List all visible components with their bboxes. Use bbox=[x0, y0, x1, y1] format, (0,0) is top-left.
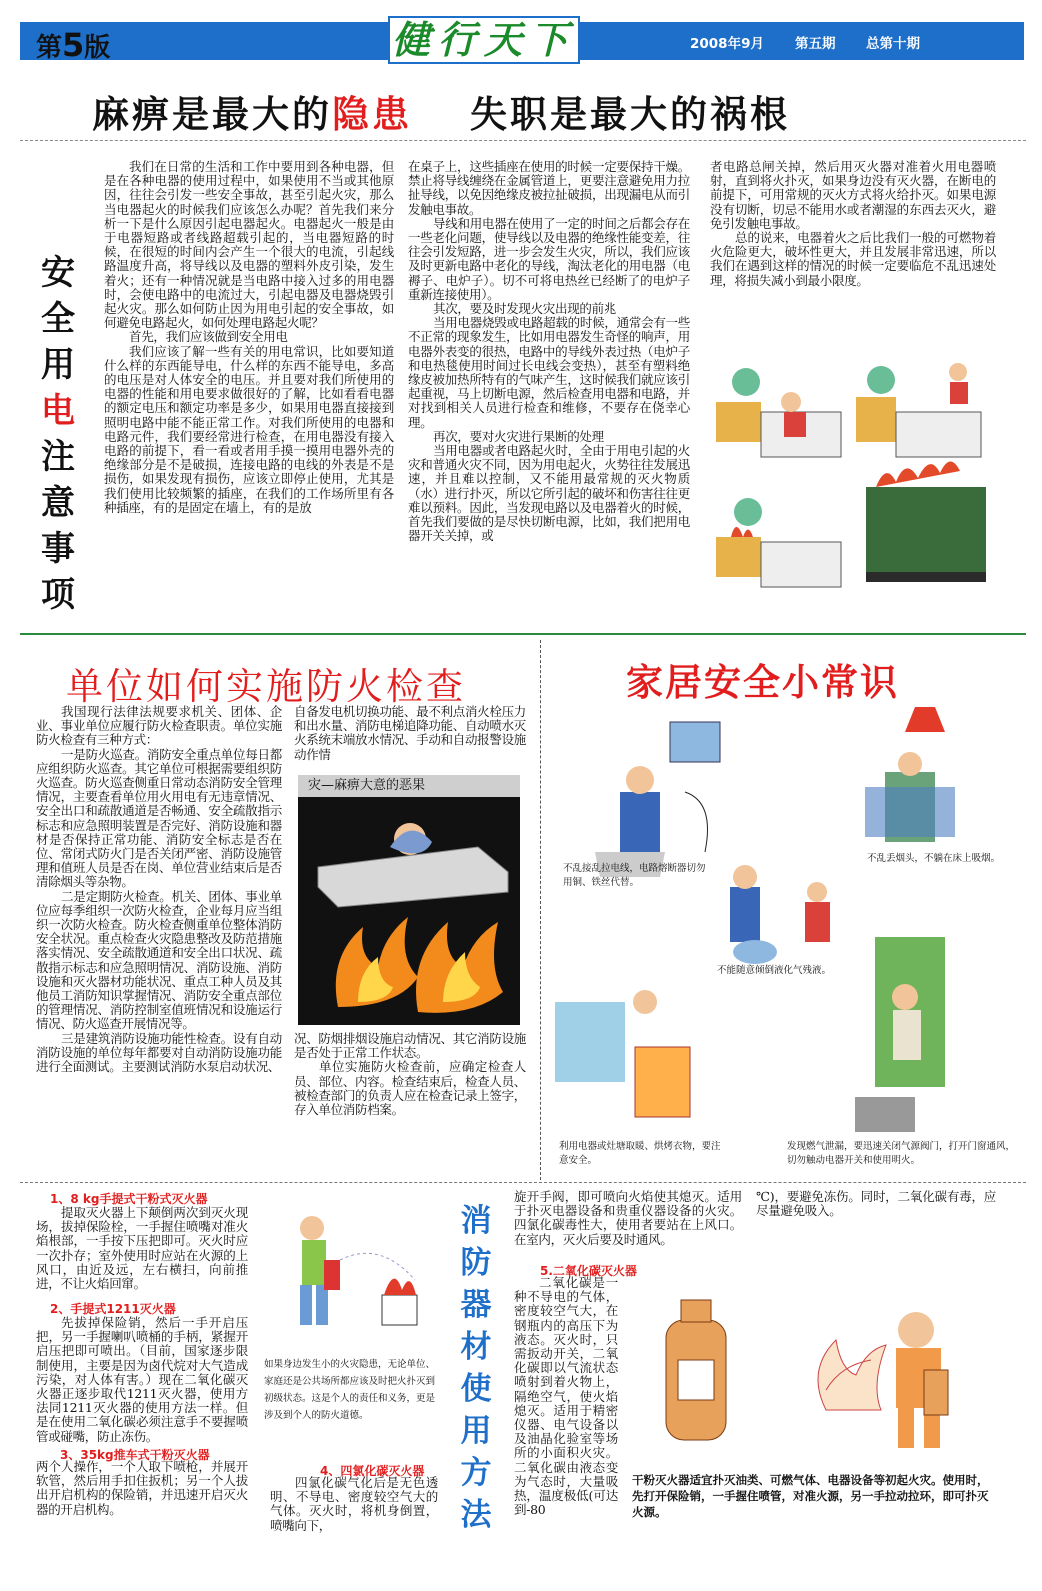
headline-text-2: 失职是最大的祸根 bbox=[470, 93, 790, 136]
scene-gas-leak bbox=[855, 937, 945, 1132]
home-caption-5: 发现燃气泄漏，要迅速关闭气源阀门，打开门窗通风，切勿触动电器开关和使用明火。 bbox=[787, 1141, 1016, 1166]
extinguisher-text-6: ℃)，要避免冻伤。同时，二氧化碳有毒，应尽量避免吸入。 bbox=[756, 1190, 996, 1219]
extinguisher-text-5: 二氧化碳是一种不导电的气体，密度较空气大，在钢瓶内的高压下为液态。灭火时，只需扳动开关，二氧化碳即以气流状态喷射到着火物上，隔绝空气，使火焰熄灭。适用于精密仪器、电气设备以及油晶化验室等场所的小面积火灾。二氧化碳由液态变为气态时，大量吸热，温度极低(可达到-80 bbox=[514, 1276, 618, 1518]
panel-4 bbox=[866, 461, 986, 582]
home-safety-title: 家居安全小常识 bbox=[626, 661, 899, 704]
extinguisher-use-illustration bbox=[262, 1200, 442, 1350]
extinguisher-heading-1: 1、8 kg手提式干粉式灭火器 bbox=[50, 1192, 208, 1206]
scene-heater bbox=[555, 990, 690, 1117]
fire-warning-image bbox=[298, 775, 520, 1025]
edition-label: 第5版 bbox=[36, 26, 111, 64]
safety-column-3: 者电路总闸关掉，然后用灭火器对准着火用电器喷射，直到将火扑灭，如果身边没有灭火器，在断电的前提下，可用常规的灭火方式将火给扑灭。如果电源没有切断，切忌不能用水或者潮湿的东西去灭火，避免引发触电事故。 总的说来，电器着火之后比我们一般的可燃物着火危险更大，破坏性更大，并且发展非常迅速，所以我们在遇到这样的情况的时候一定要临危不乱迅速处理，将损失减小到最小限度。 bbox=[710, 160, 996, 288]
home-safety-illustration bbox=[555, 702, 1025, 1177]
home-caption-3: 不能随意倾倒液化气残液。 bbox=[717, 965, 832, 976]
extinguisher-heading-5: 5.二氧化碳灭火器 bbox=[540, 1264, 637, 1278]
scene-gas-cylinder bbox=[730, 865, 830, 964]
panel-3 bbox=[716, 498, 841, 587]
extinguisher-text-4b: 旋开手阀，即可喷向火焰使其熄灭。适用于扑灭电器设备和贵重仪器设备的火灾。四氯化碳毒性大，使用者要站在上风口。在室内，灭火后要及时通风。 bbox=[514, 1190, 742, 1247]
home-caption-1: 不乱接乱拉电线，电路熔断器切勿用铜、铁丝代替。 bbox=[563, 863, 706, 888]
panel-1 bbox=[706, 352, 846, 472]
inspection-column-2-bottom: 况、防烟排烟设施启动情况、其它消防设施是否处于正常工作状态。 单位实施防火检查前，应确定检查人员、部位、内容。检查结束后，检查人员、被检查部门的负责人应在检查记录上签字，存入单位消防档案。 bbox=[294, 1032, 526, 1118]
home-caption-4: 利用电器或灶塘取暖、烘烤衣物，要注意安全。 bbox=[559, 1141, 721, 1166]
home-caption-2: 不乱丢烟头，不躺在床上吸烟。 bbox=[867, 853, 1001, 864]
page-headline bbox=[92, 84, 972, 138]
scene-smoking bbox=[865, 707, 955, 842]
dry-powder-caption: 干粉灭火器适宜扑灭油类、可燃气体、电器设备等初起火灾。使用时，先打开保险销，一手握住喷管，对准火源，另一手拉动拉环，即可扑灭火源。 bbox=[632, 1473, 989, 1519]
scene-wiring bbox=[595, 722, 720, 877]
extinguisher-use-caption: 如果身边发生小的火灾隐患，无论单位、家庭还是公共场所都应该及时把火扑灭到初级状态。这是个人的责任和义务，更是涉及到个人的防火道德。 bbox=[264, 1359, 436, 1421]
section-divider bbox=[20, 633, 1026, 635]
bottom-rule bbox=[20, 1182, 1026, 1183]
extinguisher-text-2: 先拔掉保险销，然后一手开启压把，另一手握喇叭喷桶的手柄，紧握开启压把即可喷出。（目前，国家逐步限制使用，主要是因为卤代烷对大气造成污染，对人体有害。）现在二氧化碳灭火器正逐步取代1211灭火器，使用方法同1211灭火器的使用方法一样。但是在使用二氧化碳必须注意手不要握喷管或碰嘴，防止冻伤。 bbox=[36, 1316, 248, 1444]
dry-powder-illustration bbox=[626, 1290, 1016, 1470]
column-divider bbox=[540, 640, 541, 1180]
inspection-title: 单位如何实施防火检查 bbox=[66, 665, 466, 708]
extinguisher-heading-2: 2、手提式1211灭火器 bbox=[50, 1302, 176, 1316]
panel-2 bbox=[856, 363, 981, 457]
extinguisher-text-4: 四氯化碳气化后是无色透明、不导电、密度较空气大的气体。灭火时，将机身倒置，喷嘴向下， bbox=[270, 1476, 438, 1533]
extinguisher-heading-3: 3、35kg推车式干粉灭火器 bbox=[60, 1448, 210, 1462]
headline-highlight: 隐患 bbox=[332, 93, 412, 136]
brand-logo: 健行天下 bbox=[388, 16, 580, 64]
headline-text-1: 麻痹是最大的 bbox=[92, 93, 332, 136]
inspection-column-2-top: 自备发电机切换功能、最不利点消火栓压力和出水量、消防电梯追降功能、自动喷水灭火系统末端放水情况、手动和自动报警设施动作情 bbox=[294, 705, 526, 762]
extinguisher-heading-4: 4、四氯化碳灭火器 bbox=[320, 1464, 425, 1478]
issue-date: 2008年9月 bbox=[690, 36, 764, 52]
fire-warning-caption: 灾—麻痹大意的恶果 bbox=[298, 775, 520, 797]
safety-column-1: 我们在日常的生活和工作中要用到各种电器，但是在各种电器的使用过程中，如果使用不当或其他原因，往往会引发一些安全事故，甚至引起火灾，那么当电器起火的时候我们应该怎么办呢？首先我们来分析一下是什么原因引起电器起火。电器起火一般是由于电器短路或者线路超载引起的，当电器短路的时候，在很短的时间内会产生一个很大的电流，引起线路温度升高，将导线以及电器的塑料外皮引染，发生着火；还有一种情况就是当电路中接入过多的用电器时，会使电路中的电流过大，引起电器及电器烧毁引起火灾。那么如何防止因为用电引起的安全事故，如何避免电路起火，如何处理电路起火呢？ 首先，我们应该做到安全用电 我们应该了解一些有关的用电常识，比如要知道什么样的东西能导电，什么样的东西不能导电，多高的电压是对人体安全的电压。并且要对我们所使用的电器的性能和用电要求做很好的了解，比如看看电器的额定电压和额定功率是多少，如果用电器直接接到照明电路中能不能正常工作。对我们所使用的电器和电路元件，我们要经常进行检查，在用电器没有接入电路的前提下，看一看或者用手摸一摸用电器外壳的 绝缘部分是不是破损，连接电路的电线的外表是不是损伤，如果发现有损伤，应该立即停止使用，尤其是我们使用比较频繁的插座，在我们的工作场所里有各种插座，有的是固定在墙上，有的是放 bbox=[104, 160, 394, 515]
safety-vertical-title: 安 全 用 电 注 意 事 项 bbox=[41, 253, 75, 615]
equipment-vertical-title: 消 防 器 材 使 用 方 法 bbox=[460, 1203, 492, 1533]
electric-fire-illustration bbox=[696, 342, 1008, 614]
inspection-column-1: 我国现行法律法规要求机关、团体、企业、事业单位应履行防火检查职责。单位实施防火检查有三种方式： 一是防火巡查。消防安全重点单位每日都应组织防火巡查。其它单位可根据需要组织防火巡查。防火巡查侧重日常动态消防安全管理情况，主要查看单位用火用电有无违章情况、安全出口和疏散通道是否畅通、安全疏散指示标志和应急照明装置是否完好、消防设施和器材是否保持正常功能、消防安全标志是否在位、常闭式防火门是否关闭严密、消防设施管理和值班人员是否在岗、单位营业结束后是否清除烟头等杂物。 二是定期防火检查。机关、团体、事业单位应每季组织一次防火检查，企业每月应当组织一次防火检查。防火检查侧重单位整体消防安全状况。重点检查火灾隐患整改及防范措施落实情况、安全疏散通道和安全出口状况、疏散指示标志和应急照明情况、消防设施、消防设施和灭火器材功能状况、重点工种人员及其他员工消防知识掌握情况、消防安全重点部位的管理情况、消防控制室值班情况和设施运行情况、防火巡查开展情况等。 三是建筑消防设施功能性检查。设有自动消防设施的单位每年都要对自动消防设施功能进行全面测试。主要测试消防水泵启动状况、 bbox=[36, 705, 282, 1075]
issue-total: 总第十期 bbox=[866, 36, 920, 52]
issue-number: 第五期 bbox=[795, 36, 836, 52]
extinguisher-text-1: 提取灭火器上下颠倒两次到灭火现场，拔掉保险栓，一手握住喷嘴对准火焰根部，一手按下压把即可。灭火时应一次扑存；室外使用时应站在火源的上风口，由近及远，左右横扫，向前推进，不让火焰回窜。 bbox=[36, 1206, 248, 1292]
extinguisher-text-3: 两个人操作，一个人取下喷枪，并展开软管，然后用手扣住扳机；另一个人拔出开启机构的保险销，并迅速开启灭火器的开启机构。 bbox=[36, 1460, 248, 1517]
headline-rule bbox=[20, 140, 1026, 141]
safety-column-2: 在桌子上，这些插座在使用的时候一定要保持干燥。禁止将导线缠绕在金属管道上，更要注意避免用力拉扯导线，以免因绝缘皮被拉扯破损，出现漏电从而引发触电事故。 导线和用电器在使用了一定的时间之后都会存在一些老化问题，使导线以及电器的绝缘性能变差，往往会引发短路，进一步会发生火灾，所以，我们应该及时更新电路中老化的导线，淘汰老化的用电器（电褥子、电炉子）。切不可将电热丝已经断了的电炉子重新连接使用）。 其次，要及时发现火灾出现的前兆 当用电器烧毁或电路超载的时候，通常会有一些不正常的现象发生，比如用电器发生奇怪的响声，用电器外表变的很热，电路中的导线外表过热（电炉子和电热毯使用时间过长电线会变热），甚至有塑料绝缘皮被加热所特有的气味产生，这时候我们就应该引起重视，马上切断电源，然后检查用电器和电路，并对找到相关人员进行检查和维修，不要存在侥幸心理。 再次，要对火灾进行果断的处理 当用电器或者电路起火时，全由于用电引起的火灾和普通火灾不同，因为用电起火，火势往往发展迅速，并且难以控制，又不能用最常规的灭火物质（水）进行扑灭，所以它所引起的破坏和伤害往往更难以预料。因此，当发现电路以及电器着火的时候，首先我们要做的是尽快切断电源，比如，我们把用电器开关关掉，或 bbox=[408, 160, 690, 544]
